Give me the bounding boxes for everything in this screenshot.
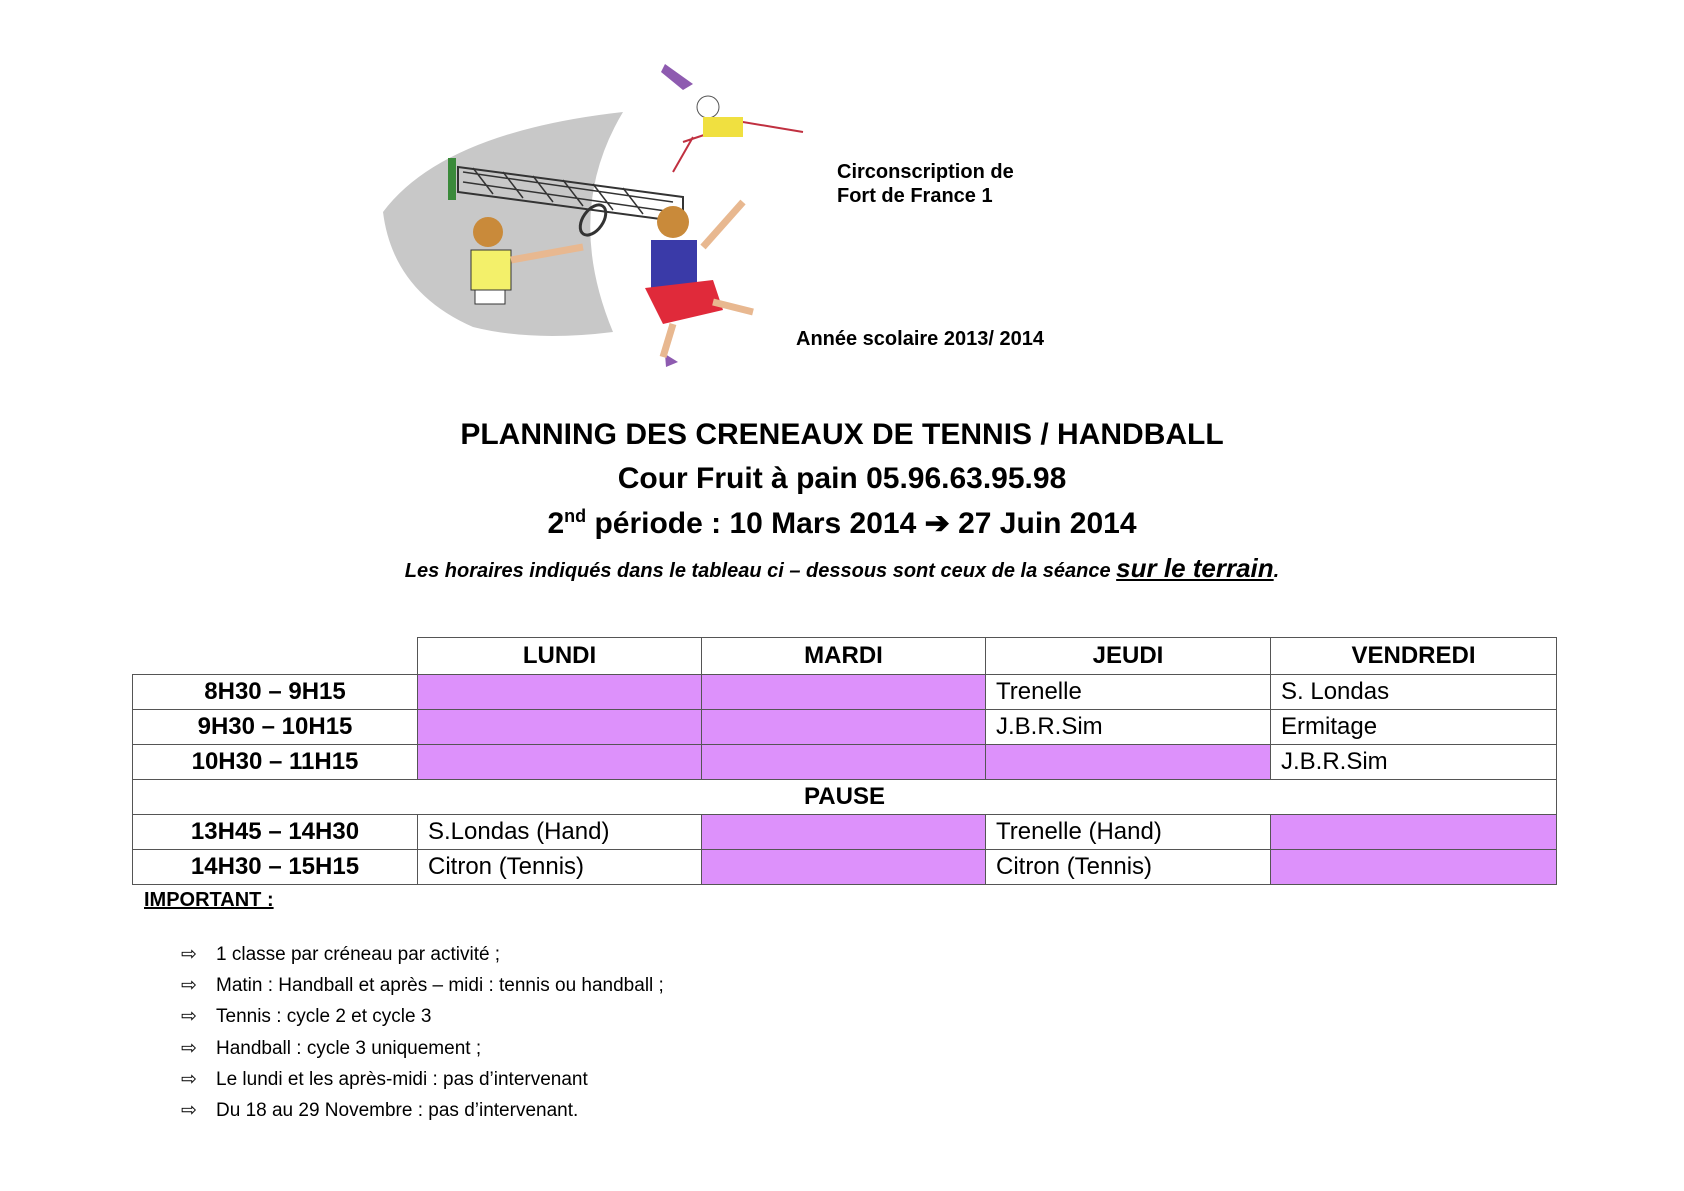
pause-row	[133, 780, 1557, 815]
header-jeudi: JEUDI	[986, 638, 1271, 675]
table-cell	[418, 710, 702, 745]
table-cell: Ermitage	[1271, 710, 1557, 745]
list-item	[181, 1099, 578, 1122]
list-item	[181, 1068, 588, 1091]
arrow-bullet-icon: ⇨	[181, 975, 197, 996]
table-cell	[702, 815, 986, 850]
arrow-bullet-icon: ⇨	[181, 944, 197, 965]
school-year: Année scolaire 2013/ 2014	[796, 328, 1044, 350]
page-title: PLANNING DES CRENEAUX DE TENNIS / HANDBALL	[460, 418, 1224, 451]
table-header-row	[133, 638, 1557, 675]
table-row	[133, 675, 1557, 710]
time-slot: 9H30 – 10H15	[133, 710, 418, 745]
arrow-icon: ➔	[924, 507, 950, 540]
table-cell: S. Londas	[1271, 675, 1557, 710]
sports-logo-illustration	[383, 62, 853, 372]
time-slot: 13H45 – 14H30	[133, 815, 418, 850]
list-item-text: 1 classe par créneau par activité ;	[216, 944, 501, 965]
location-phone: Cour Fruit à pain 05.96.63.95.98	[617, 462, 1067, 495]
arrow-bullet-icon: ⇨	[181, 1038, 197, 1059]
table-cell: J.B.R.Sim	[1271, 745, 1557, 780]
note-text: Les horaires indiqués dans le tableau ci – dessous sont ceux de la séance	[404, 560, 1117, 582]
table-cell	[702, 850, 986, 885]
note-emphasis: sur le terrain	[1116, 553, 1274, 583]
arrow-bullet-icon: ⇨	[181, 1100, 197, 1121]
table-cell: J.B.R.Sim	[986, 710, 1271, 745]
circonscription-line2: Fort de France 1	[837, 185, 993, 207]
time-slot: 8H30 – 9H15	[133, 675, 418, 710]
list-item	[181, 943, 500, 966]
list-item-text: Tennis : cycle 2 et cycle 3	[216, 1006, 432, 1027]
table-cell	[702, 675, 986, 710]
period-num: 2	[547, 507, 565, 540]
table-cell: Citron (Tennis)	[986, 850, 1271, 885]
table-cell	[1271, 850, 1557, 885]
list-item	[181, 1005, 431, 1028]
table-cell	[986, 745, 1271, 780]
table-cell: Trenelle (Hand)	[986, 815, 1271, 850]
table-row	[133, 710, 1557, 745]
period-start: période : 10 Mars 2014	[586, 507, 925, 540]
time-slot: 14H30 – 15H15	[133, 850, 418, 885]
table-cell	[702, 710, 986, 745]
table-row	[133, 815, 1557, 850]
arrow-bullet-icon: ⇨	[181, 1006, 197, 1027]
table-row	[133, 850, 1557, 885]
period-line	[0, 506, 1684, 541]
table-cell	[702, 745, 986, 780]
list-item-text: Matin : Handball et après – midi : tennis ou handball ;	[216, 975, 664, 996]
important-label: IMPORTANT :	[144, 889, 274, 911]
list-item-text: Le lundi et les après-midi : pas d’intervenant	[216, 1069, 588, 1090]
circonscription-line1: Circonscription de	[837, 161, 1014, 183]
list-item-text: Du 18 au 29 Novembre : pas d’intervenant.	[216, 1100, 579, 1121]
table-cell	[1271, 815, 1557, 850]
header-lundi: LUNDI	[418, 638, 702, 675]
schedule-note	[0, 553, 1684, 584]
header-vendredi: VENDREDI	[1271, 638, 1557, 675]
time-slot: 10H30 – 11H15	[133, 745, 418, 780]
note-end: .	[1273, 560, 1280, 582]
period-end: 27 Juin 2014	[949, 507, 1137, 540]
list-item	[181, 974, 664, 997]
table-cell	[418, 675, 702, 710]
list-item	[181, 1037, 481, 1060]
table-cell: S.Londas (Hand)	[418, 815, 702, 850]
table-row	[133, 745, 1557, 780]
table-cell: Trenelle	[986, 675, 1271, 710]
list-item-text: Handball : cycle 3 uniquement ;	[216, 1038, 482, 1059]
pause-label: PAUSE	[133, 780, 1557, 815]
table-cell: Citron (Tennis)	[418, 850, 702, 885]
corner-cell	[133, 638, 418, 675]
arrow-bullet-icon: ⇨	[181, 1069, 197, 1090]
schedule-table	[132, 637, 1557, 885]
header-mardi: MARDI	[702, 638, 986, 675]
period-sup: nd	[564, 506, 587, 526]
table-cell	[418, 745, 702, 780]
